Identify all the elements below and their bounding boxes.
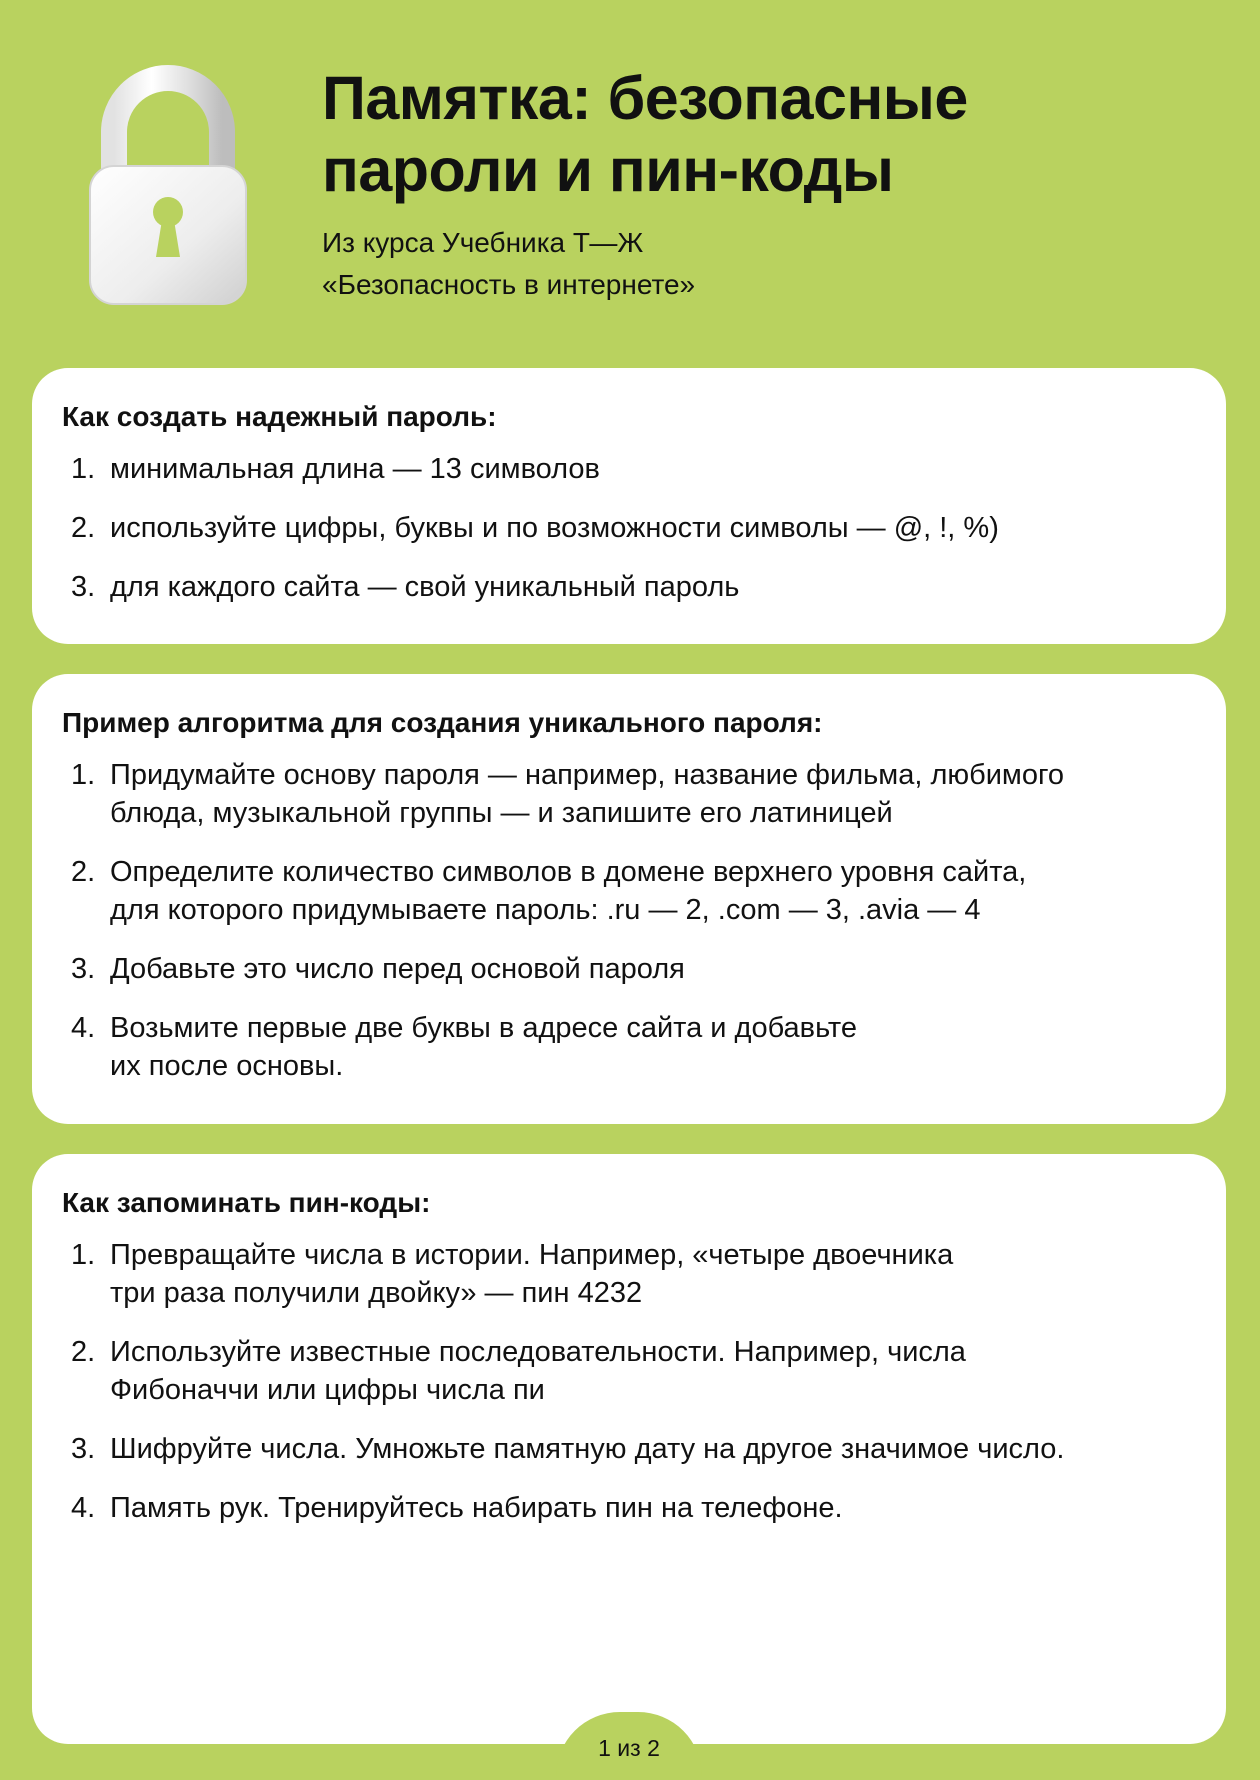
list-item — [62, 1333, 1196, 1409]
section-heading: Как запоминать пин-коды: — [62, 1187, 431, 1218]
page-indicator: 1 из 2 — [556, 1712, 702, 1776]
item-text: Определите количество символов в домене верхнего уровня сайта, — [110, 856, 1027, 888]
tips-list — [62, 450, 1196, 606]
item-text: три раза получили двойку» — пин 4232 — [110, 1277, 643, 1309]
item-number: 2. — [71, 1336, 96, 1368]
pin-codes-card — [32, 1154, 1226, 1744]
item-number: 3. — [71, 1433, 96, 1465]
list-item — [62, 1430, 1196, 1468]
title-line: пароли и пин-коды — [322, 136, 894, 204]
list-item — [62, 450, 1196, 488]
section-heading: Как создать надежный пароль: — [62, 401, 497, 432]
tips-list — [62, 1236, 1196, 1527]
strong-password-card — [32, 368, 1226, 644]
page-title — [322, 62, 1222, 206]
list-item — [62, 568, 1196, 606]
item-number: 2. — [71, 512, 96, 544]
item-text: Используйте известные последовательности. Например, числа — [110, 1336, 966, 1368]
item-text: используйте цифры, буквы и по возможности символы — @, !, %) — [110, 512, 999, 544]
list-item — [62, 853, 1196, 929]
section-heading: Пример алгоритма для создания уникального пароля: — [62, 707, 823, 738]
item-text: Фибоначчи или цифры числа пи — [110, 1374, 545, 1406]
list-item — [62, 509, 1196, 547]
item-text: Превращайте числа в истории. Например, «четыре двоечника — [110, 1239, 954, 1271]
item-text: Память рук. Тренируйтесь набирать пин на телефоне. — [110, 1492, 843, 1524]
item-number: 3. — [71, 571, 96, 603]
password-algorithm-card — [32, 674, 1226, 1124]
item-number: 2. — [71, 856, 96, 888]
item-number: 4. — [71, 1012, 96, 1044]
item-number: 1. — [71, 1239, 96, 1271]
list-item — [62, 1009, 1196, 1085]
list-item — [62, 950, 1196, 988]
title-line: Памятка: безопасные — [322, 64, 968, 132]
subtitle-line: «Безопасность в интернете» — [322, 269, 696, 300]
item-text: Шифруйте числа. Умножьте памятную дату на другое значимое число. — [110, 1433, 1065, 1465]
list-item — [62, 756, 1196, 832]
steps-list — [62, 756, 1196, 1085]
item-number: 1. — [71, 453, 96, 485]
item-text: Придумайте основу пароля — например, название фильма, любимого — [110, 759, 1065, 791]
list-item — [62, 1489, 1196, 1527]
item-number: 1. — [71, 759, 96, 791]
item-number: 4. — [71, 1492, 96, 1524]
item-number: 3. — [71, 953, 96, 985]
list-item — [62, 1236, 1196, 1312]
subtitle — [322, 222, 1122, 306]
item-text: минимальная длина — 13 символов — [110, 453, 600, 485]
padlock-icon — [88, 60, 248, 306]
item-text: Возьмите первые две буквы в адресе сайта и добавьте — [110, 1012, 858, 1044]
item-text: блюда, музыкальной группы — и запишите его латиницей — [110, 797, 893, 829]
item-text: для которого придумываете пароль: .ru — 2, .com — 3, .avia — 4 — [110, 894, 981, 926]
item-text: их после основы. — [110, 1050, 344, 1082]
subtitle-line: Из курса Учебника Т—Ж — [322, 227, 644, 258]
item-text: для каждого сайта — свой уникальный пароль — [110, 571, 740, 603]
item-text: Добавьте это число перед основой пароля — [110, 953, 685, 985]
